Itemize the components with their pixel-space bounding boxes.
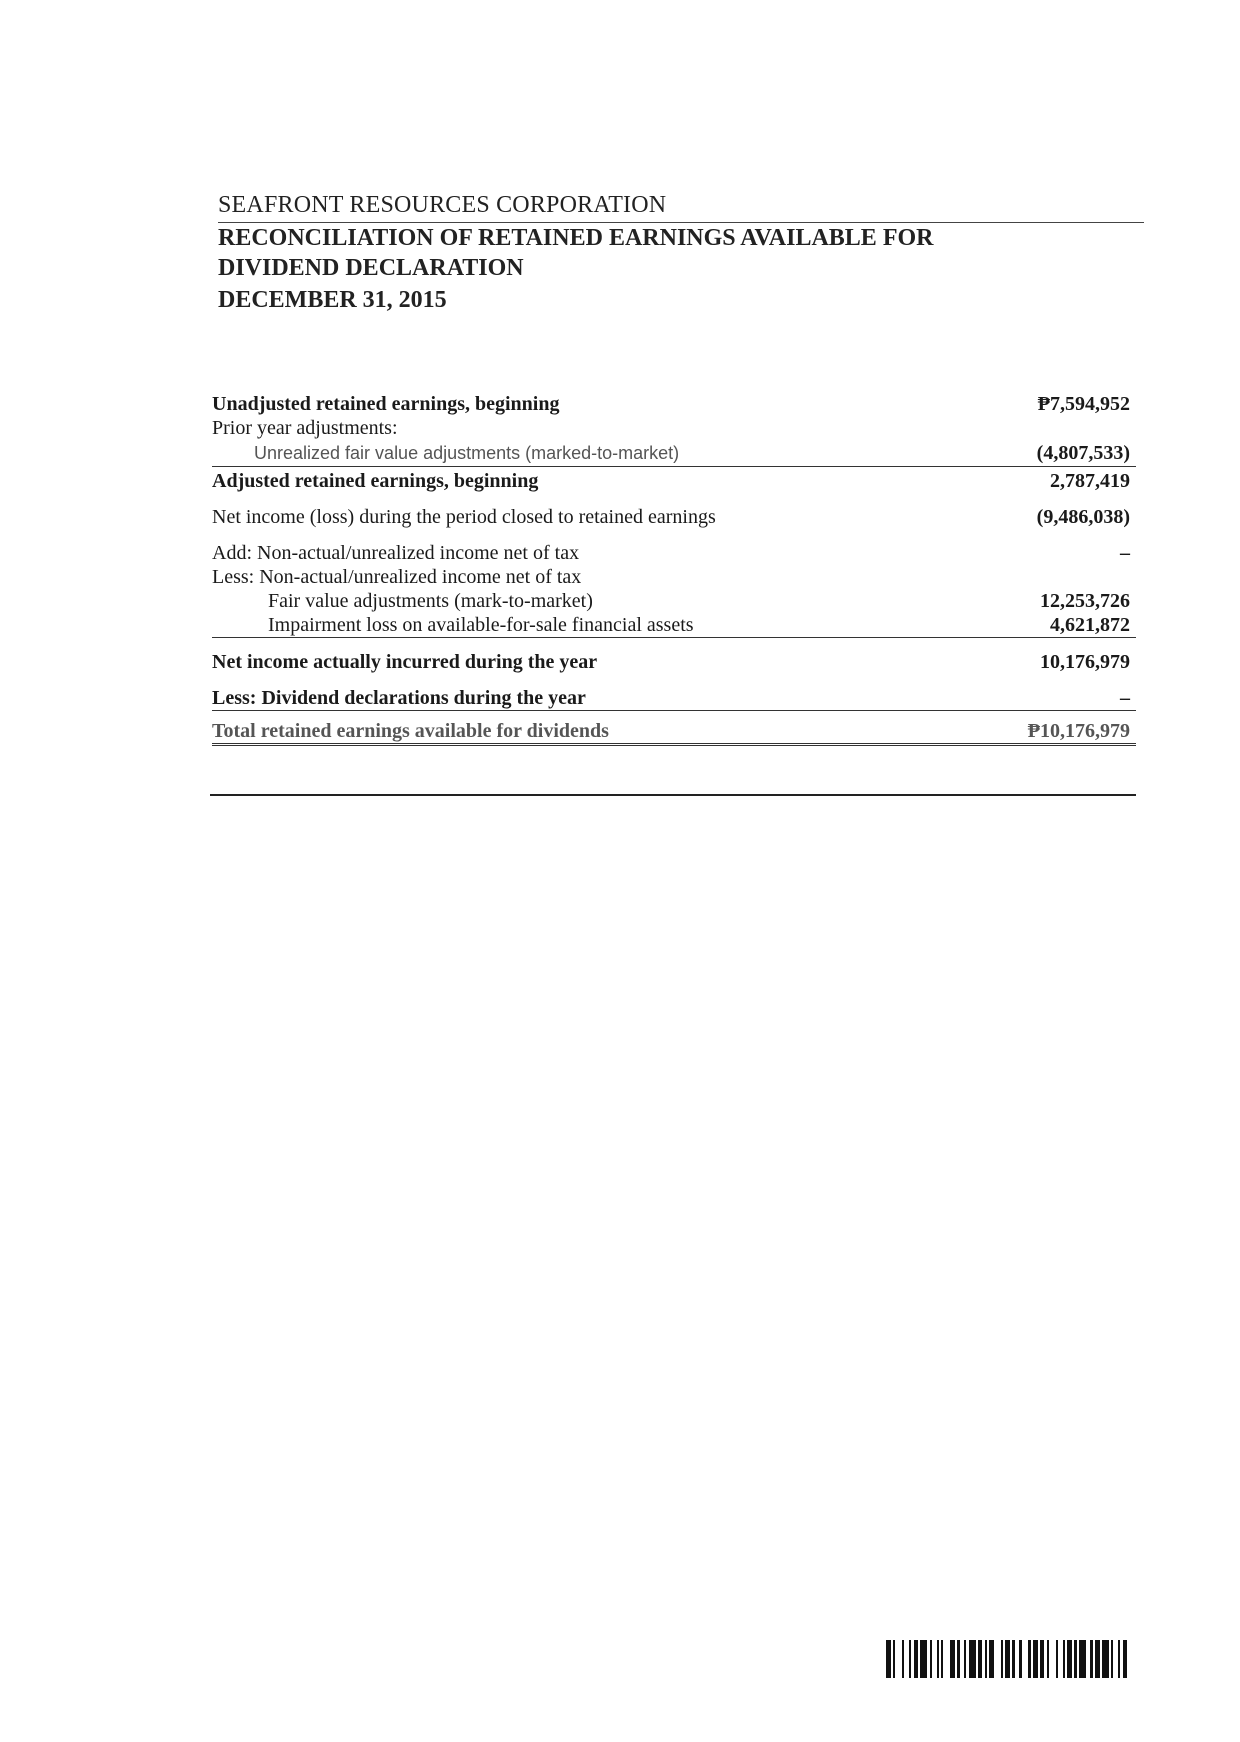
- row-amount: 4,621,872: [1050, 614, 1130, 636]
- row-amount: (4,807,533): [1036, 442, 1130, 464]
- row-total-retained-earnings: [212, 719, 1136, 746]
- barcode-bar: [1022, 1640, 1029, 1678]
- row-label: Impairment loss on available-for-sale financial assets: [268, 614, 694, 636]
- row-label: Adjusted retained earnings, beginning: [212, 470, 539, 492]
- row-label: Less: Dividend declarations during the year: [212, 687, 586, 709]
- row-label: Prior year adjustments:: [212, 417, 398, 439]
- reconciliation-table: [212, 392, 1136, 746]
- statement-header: [218, 190, 1144, 315]
- row-label: Unrealized fair value adjustments (marked-to-market): [254, 443, 680, 463]
- row-amount: –: [1120, 542, 1130, 564]
- barcode: [886, 1640, 1130, 1678]
- row-fair-value-adjustments: [212, 589, 1136, 613]
- statement-date: DECEMBER 31, 2015: [218, 287, 447, 313]
- barcode-bar: [1049, 1640, 1056, 1678]
- row-net-income-loss: [212, 505, 1136, 529]
- barcode-bar: [1079, 1640, 1086, 1678]
- row-label: Less: Non-actual/unrealized income net of tax: [212, 566, 582, 588]
- barcode-bar: [920, 1640, 927, 1678]
- row-label: Fair value adjustments (mark-to-market): [268, 590, 593, 612]
- closing-rule: [210, 794, 1136, 796]
- row-prior-year-adjustments: [212, 416, 1136, 440]
- barcode-bar: [1127, 1640, 1129, 1678]
- row-less-non-actual-income: [212, 565, 1136, 589]
- row-add-non-actual-income: [212, 541, 1136, 565]
- row-amount: (9,486,038): [1036, 506, 1130, 528]
- row-amount: ₱7,594,952: [1037, 393, 1130, 415]
- row-impairment-loss: [212, 613, 1136, 638]
- barcode-bar: [969, 1640, 976, 1678]
- barcode-bar: [1102, 1640, 1109, 1678]
- row-unadjusted-retained-earnings: [212, 392, 1136, 416]
- row-label: Net income actually incurred during the year: [212, 651, 598, 673]
- statement-title: RECONCILIATION OF RETAINED EARNINGS AVAILABLE FOR DIVIDEND DECLARATION: [218, 225, 934, 281]
- row-label: Unadjusted retained earnings, beginning: [212, 393, 560, 415]
- row-amount: –: [1120, 687, 1130, 709]
- company-name: SEAFRONT RESOURCES CORPORATION: [218, 190, 1144, 223]
- row-label: Add: Non-actual/unrealized income net of tax: [212, 542, 580, 564]
- row-amount: 2,787,419: [1050, 470, 1130, 492]
- barcode-bar: [943, 1640, 950, 1678]
- row-adjusted-retained-earnings: [212, 469, 1136, 493]
- barcode-bar: [994, 1640, 1001, 1678]
- row-amount: ₱10,176,979: [1027, 720, 1130, 742]
- row-label: Total retained earnings available for dividends: [212, 720, 609, 742]
- barcode-bar: [895, 1640, 902, 1678]
- row-label: Net income (loss) during the period closed to retained earnings: [212, 506, 716, 528]
- row-dividend-declarations: [212, 686, 1136, 711]
- row-unrealized-fair-value: [212, 440, 1136, 467]
- row-amount: 10,176,979: [1040, 651, 1130, 673]
- row-amount: 12,253,726: [1040, 590, 1130, 612]
- row-net-income-actual: [212, 650, 1136, 674]
